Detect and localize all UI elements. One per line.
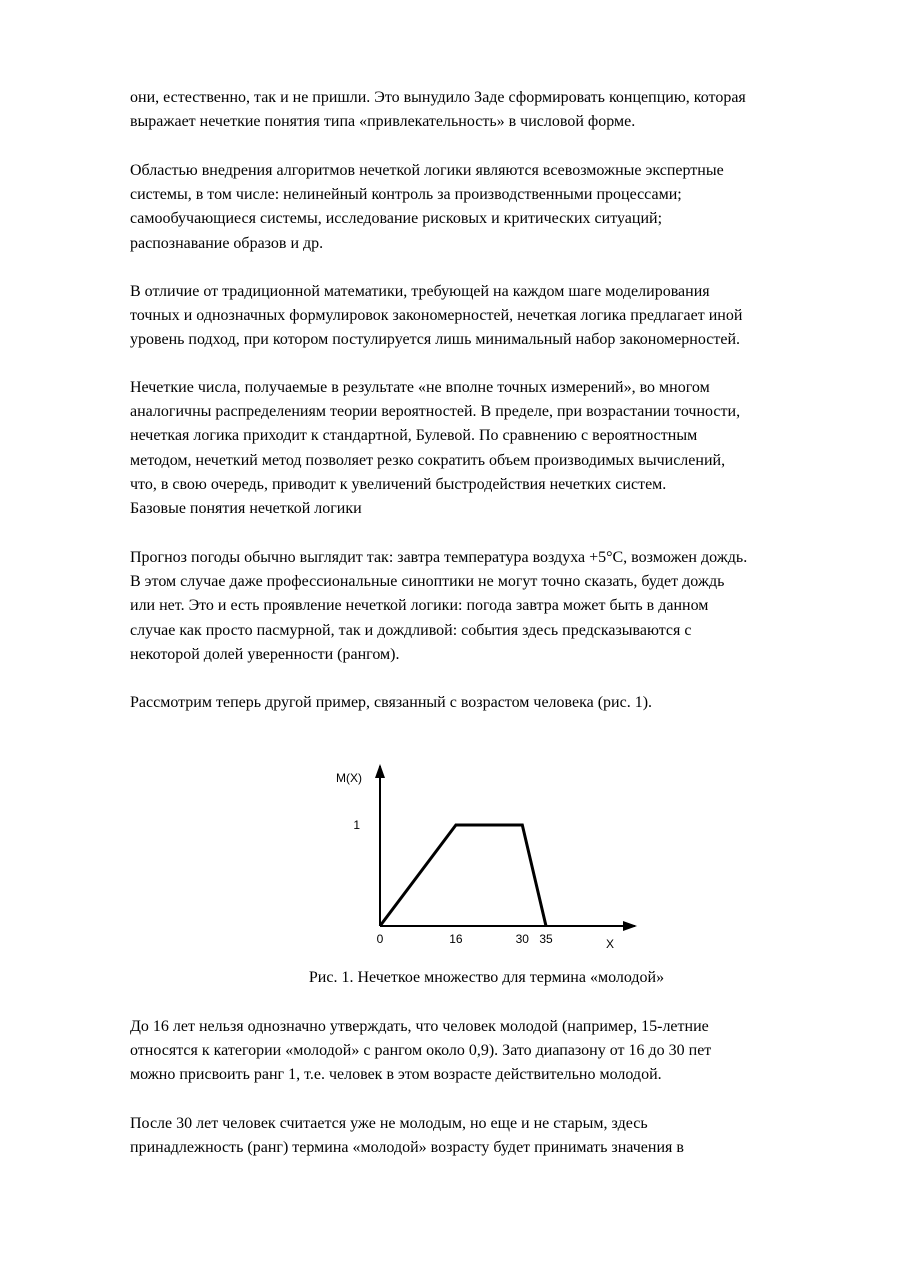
text-line: методом, нечеткий метод позволяет резко сократить объем производимых вычислений,	[130, 451, 726, 469]
membership-chart	[330, 758, 650, 958]
text-line: Областью внедрения алгоритмов нечеткой логики являются всевозможные экспертные	[130, 162, 724, 179]
text-line: Прогноз погоды обычно выглядит так: завтра температура воздуха +5°С, возможен дождь.	[130, 549, 748, 566]
text-line: самообучающиеся системы, исследование рисковых и критических ситуаций;	[130, 210, 663, 228]
text-line: В отличие от традиционной математики, требующей на каждом шаге моделирования	[130, 283, 710, 300]
text-line: точных и однозначных формулировок закономерностей, нечеткая логика предлагает иной	[130, 307, 743, 325]
paragraph-fuzzy-numbers	[130, 376, 845, 521]
text-line: распознавание образов и др.	[130, 234, 324, 252]
text-line: В этом случае даже профессиональные синоптики не могут точно сказать, будет дождь	[130, 573, 725, 591]
text-line: После 30 лет человек считается уже не молодым, но еще и не старым, здесь	[130, 1115, 648, 1132]
paragraph-traditional-math	[130, 280, 845, 353]
text-line: До 16 лет нельзя однозначно утверждать, что человек молодой (например, 15-летние	[130, 1018, 709, 1035]
x-axis-label: X	[605, 937, 615, 951]
text-line: Рассмотрим теперь другой пример, связанный с возрастом человека (рис. 1).	[130, 694, 653, 711]
figure-caption-text: Рис. 1. Нечеткое множество для термина «молодой»	[308, 969, 665, 986]
paragraph-age-ranks	[130, 1015, 845, 1088]
paragraph-age-example	[130, 691, 845, 715]
text-line: нечеткая логика приходит к стандартной, Булевой. По сравнению с вероятностным	[130, 427, 698, 445]
text-line: относятся к категории «молодой» с рангом около 0,9). Зато диапазону от 16 до 30 пет	[130, 1042, 712, 1060]
x-tick-label: 35	[539, 932, 553, 946]
paragraph-application-areas	[130, 159, 845, 256]
text-line: принадлежность (ранг) термина «молодой» возрасту будет принимать значения в	[130, 1139, 684, 1157]
text-line: некоторой долей уверенности (рангом).	[130, 645, 400, 663]
text-line: или нет. Это и есть проявление нечеткой логики: погода завтра может быть в данном	[130, 597, 709, 615]
text-line: уровень подход, при котором постулируется лишь минимальный набор закономерностей.	[130, 331, 741, 349]
text-line: выражает нечеткие понятия типа «привлекательность» в числовой форме.	[130, 113, 636, 131]
text-line: можно присвоить ранг 1, т.е. человек в этом возрасте действительно молодой.	[130, 1066, 662, 1084]
paragraph-zadeh-concept	[130, 86, 845, 134]
text-line: случае как просто пасмурной, так и дождливой: события здесь предсказываются с	[130, 621, 692, 639]
x-tick-label: 30	[515, 932, 529, 946]
text-line: системы, в том числе: нелинейный контроль за производственными процессами;	[130, 186, 682, 204]
text-line: Нечеткие числа, получаемые в результате «не вполне точных измерений», во многом	[130, 379, 710, 396]
figure-caption	[0, 966, 909, 990]
y-axis-label: M(X)	[336, 771, 362, 785]
text-line: они, естественно, так и не пришли. Это вынудило Заде сформировать концепцию, которая	[130, 89, 746, 106]
x-tick-label: 16	[449, 932, 463, 946]
paragraph-weather-example	[130, 546, 845, 667]
series-line	[380, 825, 546, 926]
section-heading: Базовые понятия нечеткой логики	[130, 500, 362, 518]
paragraph-after-thirty	[130, 1112, 845, 1160]
text-line: аналогичны распределениям теории вероятностей. В пределе, при возрастании точности,	[130, 403, 741, 421]
figure-membership-chart	[330, 758, 650, 958]
text-line: что, в свою очередь, приводит к увеличений быстродействия нечетких систем.	[130, 475, 667, 493]
x-tick-label: 0	[376, 932, 384, 946]
y-tick-label: 1	[353, 818, 360, 832]
